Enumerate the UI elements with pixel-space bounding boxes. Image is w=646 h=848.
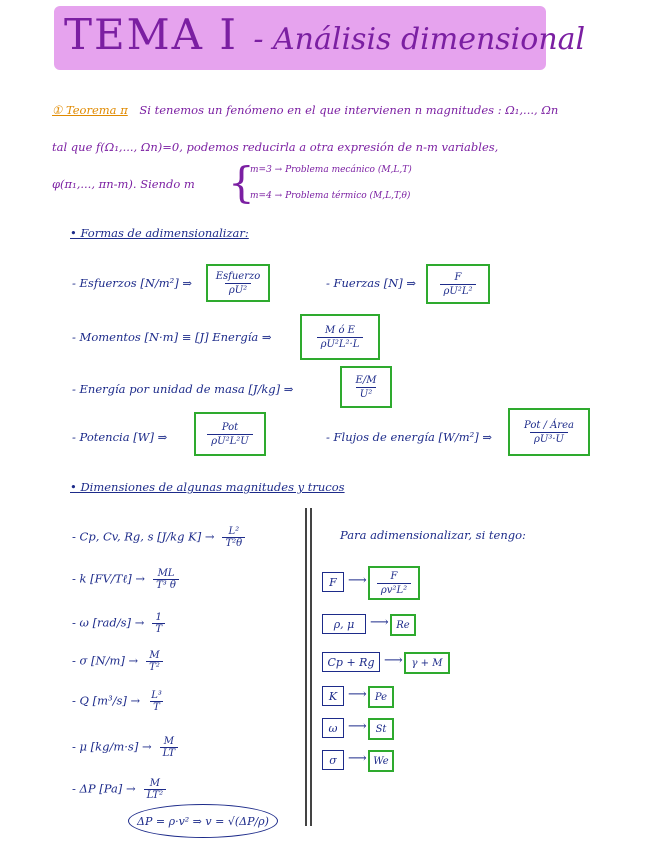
dimension-row-label: - ω [rad/s] →: [72, 615, 145, 630]
theorem-line2: tal que f(Ω₁,..., Ωn)=0, podemos reducirla a otra expresión de n-m variables,: [52, 140, 499, 154]
result-numerator: L³: [151, 690, 162, 701]
item-esfuerzos-box: Esfuerzo ρU²: [206, 264, 270, 302]
pressure-velocity-oval: ΔP = ρ·v² ⇒ v = √(ΔP/ρ): [128, 804, 278, 838]
dimension-row-label: - σ [N/m] →: [72, 653, 139, 668]
dimension-row: [72, 650, 163, 673]
from-box: ω: [322, 718, 344, 738]
dimension-row: [72, 778, 166, 801]
dimension-row-label: - k [FV/Tℓ] →: [72, 571, 146, 586]
title-main: TEMA I: [64, 10, 238, 59]
item-fuerzas-box: $\frac{F}{\text{ρU²L²}}$: [426, 264, 490, 304]
item-energia-label: - Energía por unidad de masa [J/kg] ⇒: [72, 382, 294, 396]
dimension-row: [72, 690, 165, 713]
dimension-row: [72, 612, 165, 635]
arrow-icon: ⟶: [370, 615, 389, 630]
result-box: Re: [390, 614, 416, 636]
item-potencia-label: - Potencia [W] ⇒: [72, 430, 168, 444]
theorem-case1: m=3 → Problema mecánico (M,L,T): [250, 165, 412, 175]
dimension-row-result: [148, 690, 165, 713]
dimension-row-result: [146, 650, 163, 673]
result-numerator: F: [390, 570, 398, 582]
dimension-row-result: [144, 778, 167, 801]
item-energia-box: $\frac{E/M}{\text{U²}}$: [340, 366, 392, 408]
result-box: Pe: [368, 686, 394, 708]
result-denominator: LT: [160, 747, 179, 759]
column-divider-2: [310, 508, 312, 826]
result-numerator: M: [149, 778, 160, 789]
column-divider-1: [305, 508, 307, 826]
theorem-label: ① Teorema π: [52, 103, 128, 117]
dimension-row: [72, 736, 178, 759]
section1-title: • Formas de adimensionalizar:: [70, 226, 249, 240]
arrow-icon: ⟶: [348, 751, 367, 766]
dimension-row: [72, 526, 245, 549]
from-box: ρ, μ: [322, 614, 366, 634]
result-denominator: T²: [146, 661, 163, 673]
item-flujos-label: - Flujos de energía [W/m²] ⇒: [326, 430, 493, 444]
theorem-line3: φ(π₁,..., πn-m). Siendo m: [52, 177, 195, 191]
arrow-icon: ⟶: [348, 687, 367, 702]
from-box: F: [322, 572, 344, 592]
dimension-row-result: [153, 568, 179, 591]
curly-brace: {: [228, 158, 255, 207]
item-flujos-box: Pot / Área ρU³·U: [508, 408, 590, 456]
arrow-icon: ⟶: [348, 719, 367, 734]
title-sub: - Análisis dimensional: [253, 22, 586, 57]
result-denominator: T³ θ: [153, 579, 179, 591]
result-box: We: [368, 750, 394, 772]
page-title: [64, 10, 585, 59]
dimension-row-result: [152, 612, 165, 635]
dimension-row-result: [160, 736, 179, 759]
section2-title: • Dimensiones de algunas magnitudes y trucos: [70, 480, 345, 494]
theorem-block: [52, 103, 558, 117]
result-denominator: LT²: [144, 789, 167, 801]
result-denominator: ρv²L²: [377, 583, 411, 596]
dimension-row-label: - Cp, Cv, Rg, s [J/kg K] →: [72, 529, 215, 544]
item-esfuerzos-label: - Esfuerzos [N/m²] ⇒: [72, 276, 193, 290]
result-denominator: T: [150, 701, 163, 713]
dimension-row-label: - ΔP [Pa] →: [72, 781, 136, 796]
dimension-row-result: [222, 526, 245, 549]
result-numerator: ML: [157, 568, 175, 579]
result-numerator: M: [163, 736, 174, 747]
dimension-row-label: - Q [m³/s] →: [72, 693, 141, 708]
item-fuerzas-label: - Fuerzas [N] ⇒: [326, 276, 417, 290]
result-numerator: 1: [155, 612, 162, 623]
result-denominator: T: [152, 623, 165, 635]
arrow-icon: ⟶: [348, 573, 367, 588]
result-box: [368, 566, 420, 600]
from-box: σ: [322, 750, 344, 770]
item-momentos-box: $\frac{\text{M ó E}}{\text{ρU²L²·L}}$: [300, 314, 380, 360]
result-box: St: [368, 718, 394, 740]
item-momentos-label: - Momentos [N·m] ≡ [J] Energía ⇒: [72, 330, 272, 344]
right-intro: Para adimensionalizar, si tengo:: [340, 528, 526, 542]
theorem-line1: Si tenemos un fenómeno en el que intervienen n magnitudes : Ω₁,..., Ωn: [139, 103, 559, 117]
theorem-case2: m=4 → Problema térmico (M,L,T,θ): [250, 191, 411, 201]
arrow-icon: ⟶: [384, 653, 403, 668]
from-box: K: [322, 686, 344, 706]
result-numerator: L²: [228, 526, 240, 537]
result-denominator: T²θ: [222, 537, 245, 549]
dimension-row-label: - μ [kg/m·s] →: [72, 739, 152, 754]
result-box: γ + M: [404, 652, 450, 674]
dimension-row: [72, 568, 179, 591]
result-numerator: M: [149, 650, 160, 661]
item-potencia-box: Pot ρU²L²U: [194, 412, 266, 456]
from-box: Cp + Rg: [322, 652, 380, 672]
